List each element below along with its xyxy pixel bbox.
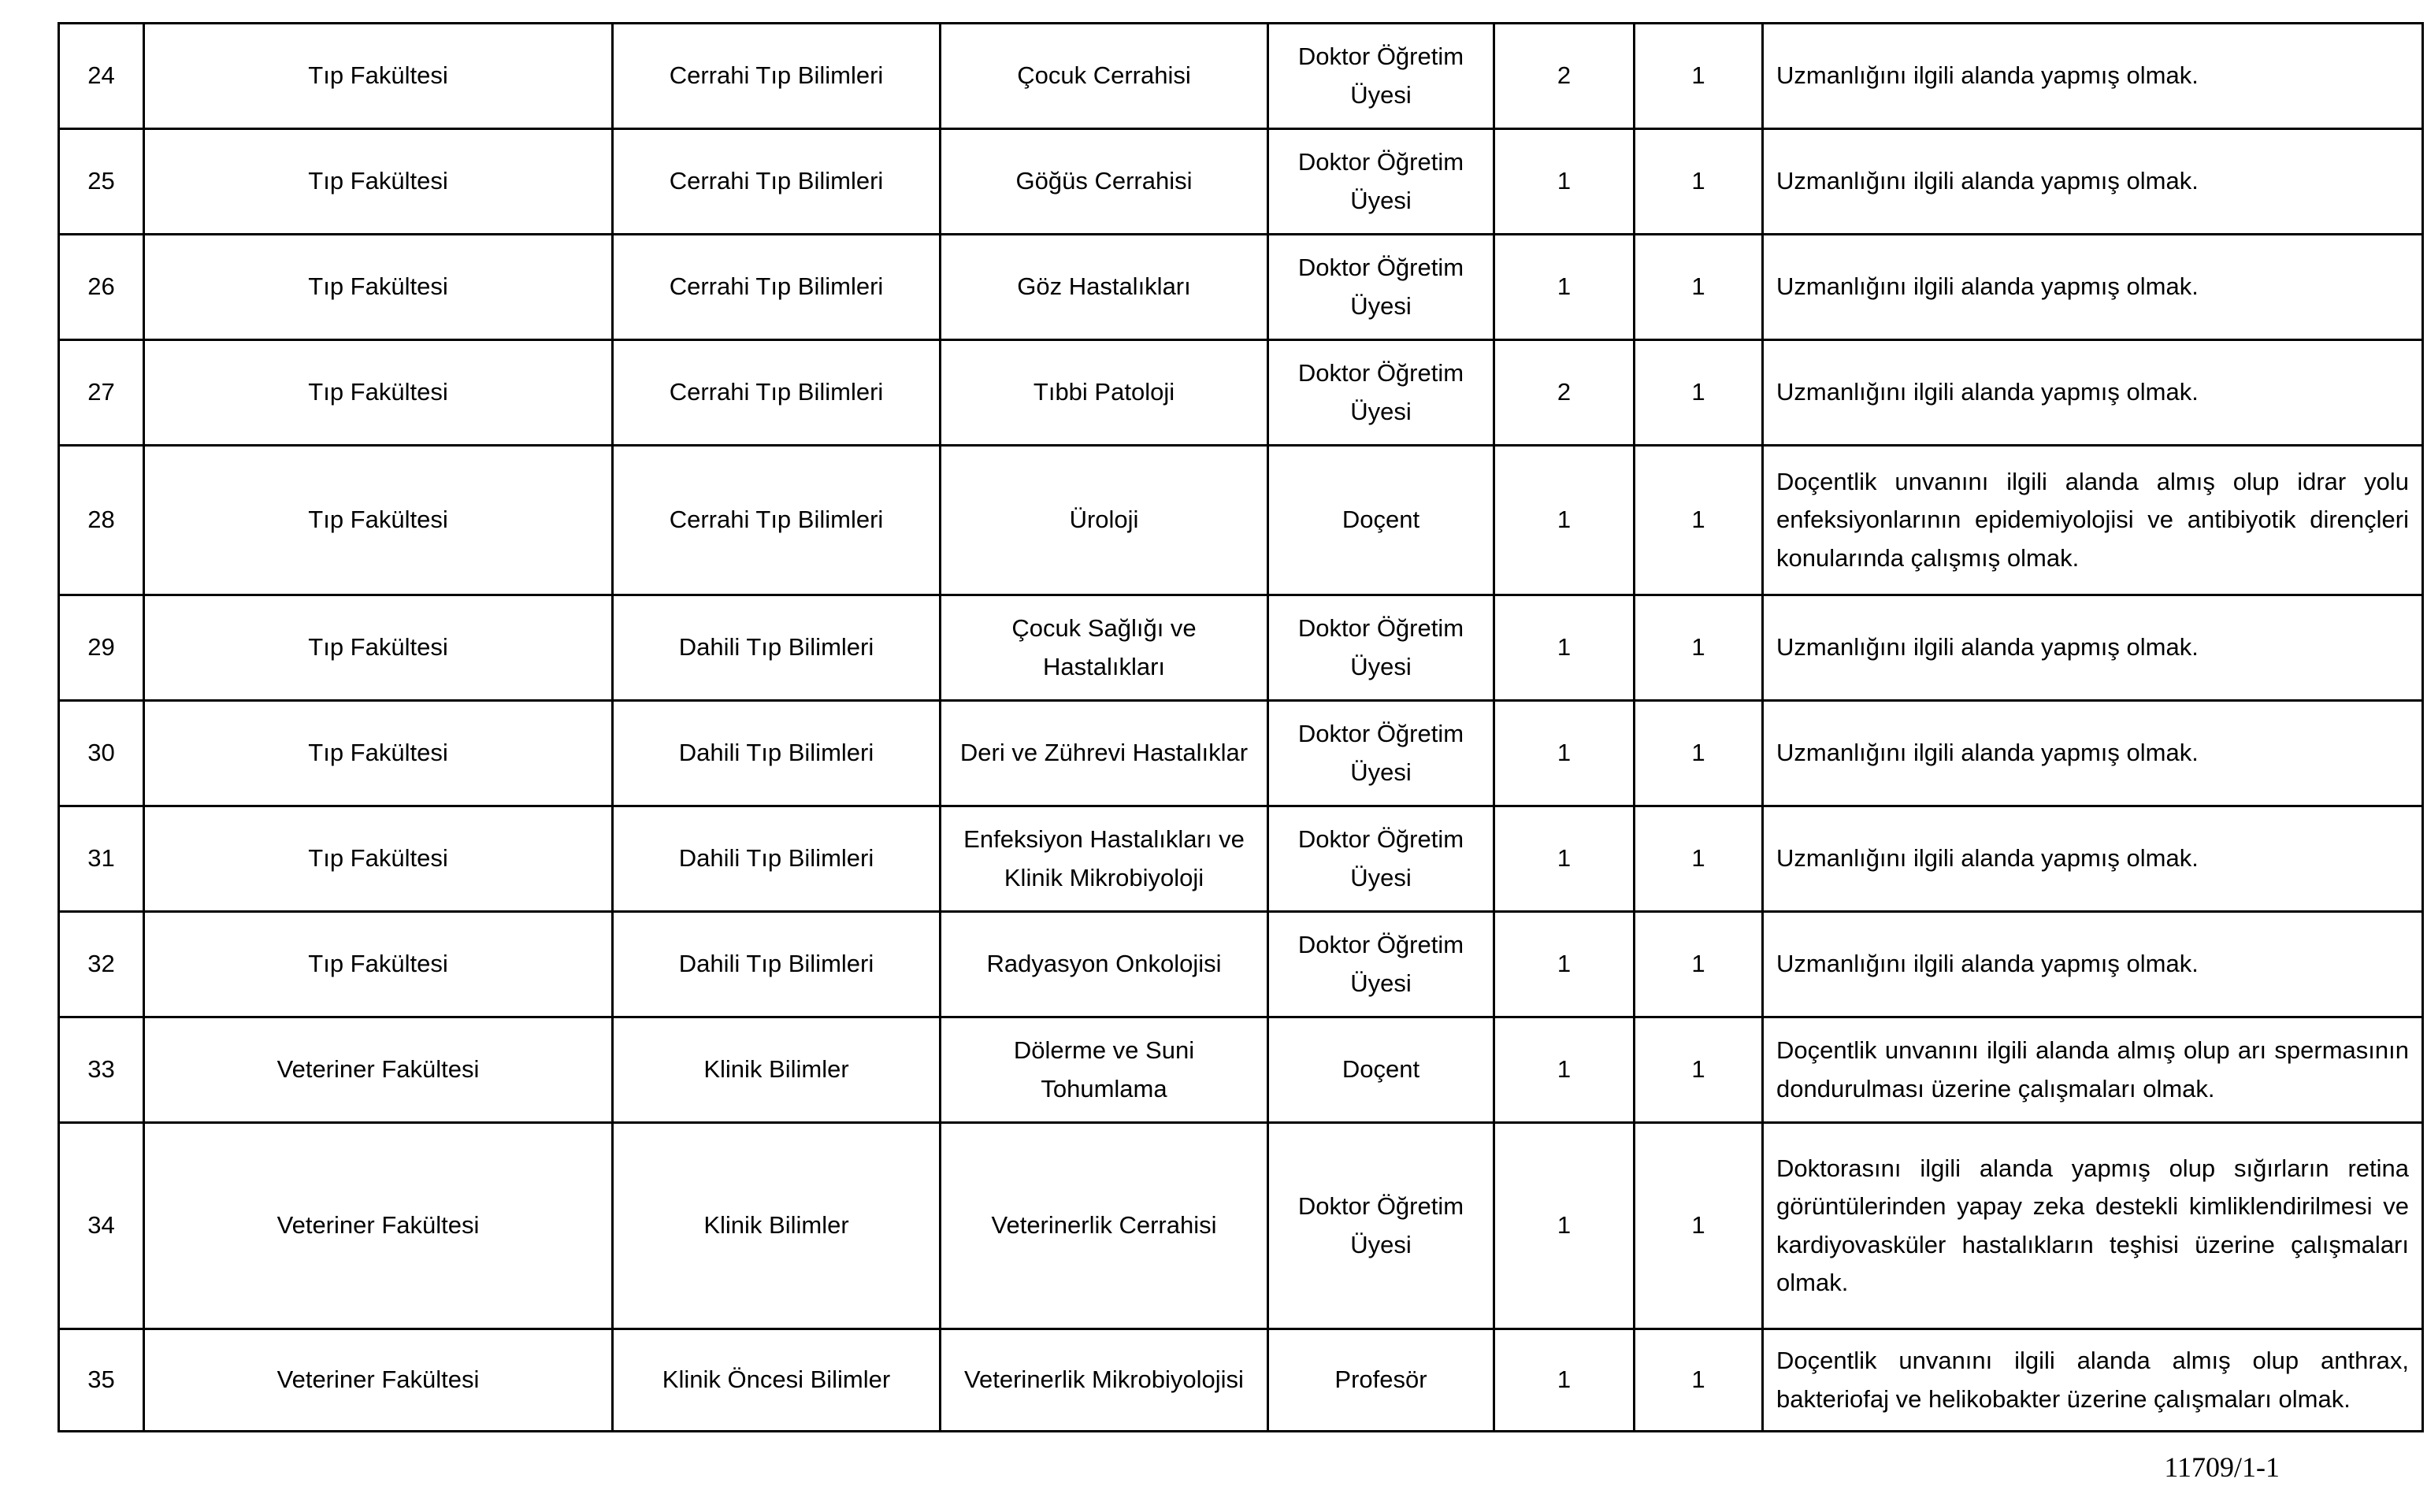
cell-requirement: Doktorasını ilgili alanda yapmış olup sığırların retina görüntülerinden yapay zeka destekli kimliklendirilmesi ve kardiyovasküler hastalıkların teşhisi üzerine çalışmaları olmak. — [1763, 1123, 2423, 1329]
cell-program: Veterinerlik Cerrahisi — [941, 1123, 1268, 1329]
cell-faculty: Tıp Fakültesi — [144, 912, 613, 1017]
cell-faculty: Tıp Fakültesi — [144, 235, 613, 340]
cell-title: Doktor Öğretim Üyesi — [1268, 912, 1494, 1017]
cell-department: Dahili Tıp Bilimleri — [613, 806, 941, 912]
cell-requirement: Uzmanlığını ilgili alanda yapmış olmak. — [1763, 595, 2423, 701]
cell-grade: 1 — [1635, 446, 1763, 595]
cell-grade: 1 — [1635, 24, 1763, 129]
cell-program: Veterinerlik Mikrobiyolojisi — [941, 1329, 1268, 1432]
cell-department: Dahili Tıp Bilimleri — [613, 701, 941, 806]
cell-row-number: 28 — [59, 446, 144, 595]
cell-faculty: Tıp Fakültesi — [144, 340, 613, 446]
cell-row-number: 24 — [59, 24, 144, 129]
cell-program: Enfeksiyon Hastalıkları ve Klinik Mikrobiyoloji — [941, 806, 1268, 912]
cell-program: Deri ve Zührevi Hastalıklar — [941, 701, 1268, 806]
cell-title: Doktor Öğretim Üyesi — [1268, 24, 1494, 129]
cell-count: 1 — [1494, 701, 1635, 806]
cell-requirement: Uzmanlığını ilgili alanda yapmış olmak. — [1763, 912, 2423, 1017]
cell-row-number: 33 — [59, 1017, 144, 1123]
cell-count: 1 — [1494, 1017, 1635, 1123]
cell-title: Doktor Öğretim Üyesi — [1268, 235, 1494, 340]
table-row — [59, 595, 2423, 701]
cell-grade: 1 — [1635, 912, 1763, 1017]
cell-row-number: 32 — [59, 912, 144, 1017]
cell-grade: 1 — [1635, 235, 1763, 340]
cell-title: Doçent — [1268, 1017, 1494, 1123]
cell-count: 2 — [1494, 340, 1635, 446]
cell-faculty: Veteriner Fakültesi — [144, 1123, 613, 1329]
cell-row-number: 34 — [59, 1123, 144, 1329]
cell-department: Cerrahi Tıp Bilimleri — [613, 235, 941, 340]
cell-title: Doktor Öğretim Üyesi — [1268, 806, 1494, 912]
cell-requirement: Uzmanlığını ilgili alanda yapmış olmak. — [1763, 129, 2423, 235]
table-row — [59, 1329, 2423, 1432]
cell-grade: 1 — [1635, 1017, 1763, 1123]
cell-grade: 1 — [1635, 129, 1763, 235]
cell-row-number: 31 — [59, 806, 144, 912]
table-row — [59, 446, 2423, 595]
cell-program: Dölerme ve Suni Tohumlama — [941, 1017, 1268, 1123]
table-row — [59, 340, 2423, 446]
cell-department: Klinik Bilimler — [613, 1017, 941, 1123]
cell-title: Doçent — [1268, 446, 1494, 595]
cell-department: Dahili Tıp Bilimleri — [613, 595, 941, 701]
cell-count: 1 — [1494, 235, 1635, 340]
cell-title: Profesör — [1268, 1329, 1494, 1432]
cell-requirement: Doçentlik unvanını ilgili alanda almış olup idrar yolu enfeksiyonlarının epidemiyolojisi ve antibiyotik dirençleri konularında çalışmış olmak. — [1763, 446, 2423, 595]
cell-department: Cerrahi Tıp Bilimleri — [613, 24, 941, 129]
cell-department: Dahili Tıp Bilimleri — [613, 912, 941, 1017]
cell-requirement: Doçentlik unvanını ilgili alanda almış olup arı spermasının dondurulması üzerine çalışmaları olmak. — [1763, 1017, 2423, 1123]
cell-faculty: Veteriner Fakültesi — [144, 1017, 613, 1123]
academic-positions-table — [58, 22, 2424, 1432]
cell-requirement: Uzmanlığını ilgili alanda yapmış olmak. — [1763, 340, 2423, 446]
cell-program: Üroloji — [941, 446, 1268, 595]
cell-department: Cerrahi Tıp Bilimleri — [613, 129, 941, 235]
cell-requirement: Doçentlik unvanını ilgili alanda almış olup anthrax, bakteriofaj ve helikobakter üzerine çalışmaları olmak. — [1763, 1329, 2423, 1432]
cell-grade: 1 — [1635, 701, 1763, 806]
cell-requirement: Uzmanlığını ilgili alanda yapmış olmak. — [1763, 235, 2423, 340]
cell-department: Klinik Öncesi Bilimler — [613, 1329, 941, 1432]
table-row — [59, 701, 2423, 806]
cell-requirement: Uzmanlığını ilgili alanda yapmış olmak. — [1763, 806, 2423, 912]
cell-program: Göz Hastalıkları — [941, 235, 1268, 340]
cell-faculty: Tıp Fakültesi — [144, 446, 613, 595]
cell-faculty: Tıp Fakültesi — [144, 701, 613, 806]
cell-count: 2 — [1494, 24, 1635, 129]
cell-title: Doktor Öğretim Üyesi — [1268, 129, 1494, 235]
cell-count: 1 — [1494, 129, 1635, 235]
cell-row-number: 29 — [59, 595, 144, 701]
cell-program: Radyasyon Onkolojisi — [941, 912, 1268, 1017]
document-reference-number: 11709/1-1 — [2164, 1451, 2280, 1483]
table-row — [59, 912, 2423, 1017]
cell-count: 1 — [1494, 912, 1635, 1017]
cell-faculty: Tıp Fakültesi — [144, 129, 613, 235]
cell-department: Klinik Bilimler — [613, 1123, 941, 1329]
cell-title: Doktor Öğretim Üyesi — [1268, 595, 1494, 701]
cell-faculty: Veteriner Fakültesi — [144, 1329, 613, 1432]
cell-grade: 1 — [1635, 806, 1763, 912]
cell-count: 1 — [1494, 806, 1635, 912]
table-row — [59, 1017, 2423, 1123]
cell-requirement: Uzmanlığını ilgili alanda yapmış olmak. — [1763, 24, 2423, 129]
cell-count: 1 — [1494, 1329, 1635, 1432]
cell-faculty: Tıp Fakültesi — [144, 806, 613, 912]
table-row — [59, 1123, 2423, 1329]
table-row — [59, 129, 2423, 235]
cell-program: Çocuk Cerrahisi — [941, 24, 1268, 129]
cell-program: Göğüs Cerrahisi — [941, 129, 1268, 235]
table-row — [59, 24, 2423, 129]
cell-grade: 1 — [1635, 1123, 1763, 1329]
cell-department: Cerrahi Tıp Bilimleri — [613, 446, 941, 595]
cell-grade: 1 — [1635, 1329, 1763, 1432]
cell-department: Cerrahi Tıp Bilimleri — [613, 340, 941, 446]
cell-faculty: Tıp Fakültesi — [144, 24, 613, 129]
cell-count: 1 — [1494, 1123, 1635, 1329]
cell-grade: 1 — [1635, 595, 1763, 701]
cell-program: Çocuk Sağlığı ve Hastalıkları — [941, 595, 1268, 701]
cell-row-number: 30 — [59, 701, 144, 806]
cell-program: Tıbbi Patoloji — [941, 340, 1268, 446]
cell-count: 1 — [1494, 595, 1635, 701]
cell-row-number: 27 — [59, 340, 144, 446]
table-row — [59, 806, 2423, 912]
cell-title: Doktor Öğretim Üyesi — [1268, 1123, 1494, 1329]
cell-count: 1 — [1494, 446, 1635, 595]
cell-row-number: 35 — [59, 1329, 144, 1432]
cell-title: Doktor Öğretim Üyesi — [1268, 701, 1494, 806]
cell-row-number: 25 — [59, 129, 144, 235]
cell-faculty: Tıp Fakültesi — [144, 595, 613, 701]
cell-title: Doktor Öğretim Üyesi — [1268, 340, 1494, 446]
cell-row-number: 26 — [59, 235, 144, 340]
cell-requirement: Uzmanlığını ilgili alanda yapmış olmak. — [1763, 701, 2423, 806]
table-row — [59, 235, 2423, 340]
cell-grade: 1 — [1635, 340, 1763, 446]
